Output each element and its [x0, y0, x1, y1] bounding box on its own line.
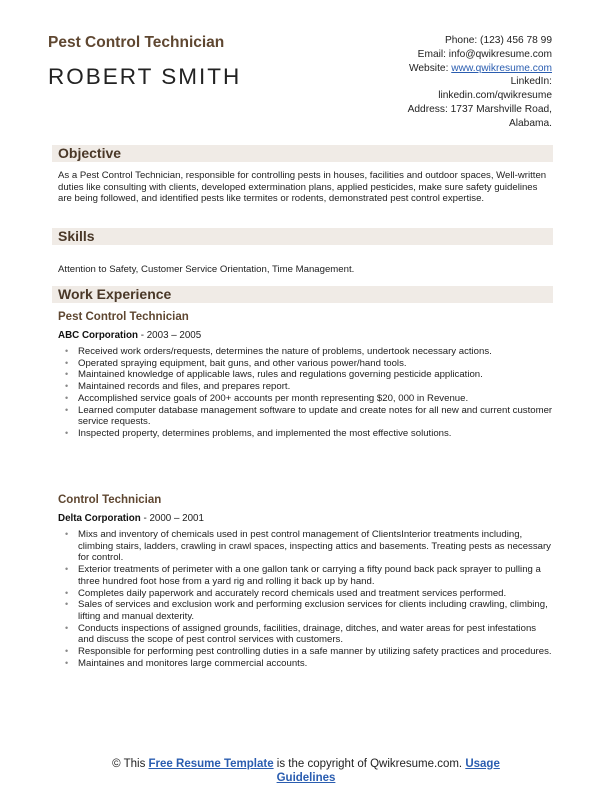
list-item: • Mixs and inventory of chemicals used in pest control management of ClientsInterior treatments including, climbing stairs, ladders, crawling in crawl spaces, inspecting attics and basements. Treating pests as necessary for control. [58, 529, 553, 564]
list-item: • Exterior treatments of perimeter with a one gallon tank or carrying a fifty pound back pack sprayer to pulling a three hundred foot hose from a yard rig and rolling it back up by hand. [58, 564, 553, 587]
job-bullets-2 [58, 529, 553, 669]
footer-prefix: © This [112, 758, 149, 770]
list-item: • Inspected property, determines problems, and implemented the most effective solutions. [58, 428, 553, 440]
contact-address-line2: Alabama. [508, 117, 552, 129]
list-item: • Maintaines and monitores large commercial accounts. [58, 658, 553, 670]
skills-text: Attention to Safety, Customer Service Orientation, Time Management. [58, 264, 355, 275]
contact-address-line1: Address: 1737 Marshville Road, [407, 103, 552, 115]
list-item: • Completes daily paperwork and accurately record chemicals used and treatment services performed. [58, 588, 553, 600]
objective-text: As a Pest Control Technician, responsible for controlling pests in houses, facilities and outdoor spaces, Well-written duties like consulting with clients, developed extermination plans, applied pesticides, make sure safety guidelines are being followed, and identified pests like termites or rodents, demonstrated pest control expertise. [58, 170, 547, 205]
copyright-footer [0, 757, 612, 785]
list-item: • Maintained records and files, and prepares report. [58, 381, 553, 393]
job-title-2: Control Technician [58, 494, 162, 506]
list-item: • Received work orders/requests, determines the nature of problems, undertook necessary actions. [58, 346, 553, 358]
free-resume-template-link[interactable]: Free Resume Template [148, 758, 274, 770]
job-bullets-1 [58, 346, 553, 440]
job-dates-2: - 2000 – 2001 [140, 513, 204, 524]
website-link[interactable]: www.qwikresume.com [451, 62, 552, 74]
list-item: • Sales of services and exclusion work and performing exclusion services for clients including crawling, climbing, lifting and manual dexterity. [58, 599, 553, 622]
resume-header [48, 34, 564, 129]
contact-website [322, 62, 552, 76]
company-name-2: Delta Corporation [58, 513, 141, 524]
list-item: • Conducts inspections of assigned grounds, facilities, drainage, ditches, and water areas for pest infestations and discuss the scope of pest control services with customers. [58, 623, 553, 646]
job-dates-1: - 2003 – 2005 [138, 330, 202, 341]
contact-email: Email: info@qwikresume.com [417, 48, 552, 60]
contact-block [322, 34, 552, 131]
job-title-1: Pest Control Technician [58, 311, 189, 323]
footer-middle: is the copyright of Qwikresume.com. [273, 758, 466, 770]
contact-phone: Phone: (123) 456 78 99 [444, 35, 552, 46]
usage-guidelines-link-part1[interactable]: Usage [465, 758, 500, 770]
list-item: • Accomplished service goals of 200+ accounts per month representing $20, 000 in Revenue. [58, 393, 553, 405]
job-company-1 [58, 330, 201, 341]
company-name-1: ABC Corporation [58, 330, 139, 341]
candidate-name: ROBERT SMITH [48, 64, 242, 89]
objective-heading: Objective [58, 145, 122, 161]
skills-heading: Skills [58, 228, 95, 244]
contact-linkedin-label: LinkedIn: [510, 76, 552, 88]
website-label: Website: [408, 62, 452, 74]
skills-section-header [52, 228, 553, 245]
work-heading: Work Experience [58, 286, 172, 302]
list-item: • Maintained knowledge of applicable laws, rules and regulations governing pesticide application. [58, 369, 553, 381]
job-company-2 [58, 513, 204, 524]
contact-linkedin-value: linkedin.com/qwikresume [438, 90, 552, 102]
list-item: • Learned computer database management software to update and create notes for all new and current customer service requests. [58, 405, 553, 428]
work-section-header [52, 286, 553, 303]
objective-section-header [52, 145, 553, 162]
list-item: • Operated spraying equipment, bait guns, and other various power/hand tools. [58, 358, 553, 370]
list-item: • Responsible for performing pest controlling duties in a safe manner by utilizing safety practices and procedures. [58, 646, 553, 658]
resume-job-title: Pest Control Technician [48, 34, 225, 51]
usage-guidelines-link-part2[interactable]: Guidelines [276, 772, 336, 784]
